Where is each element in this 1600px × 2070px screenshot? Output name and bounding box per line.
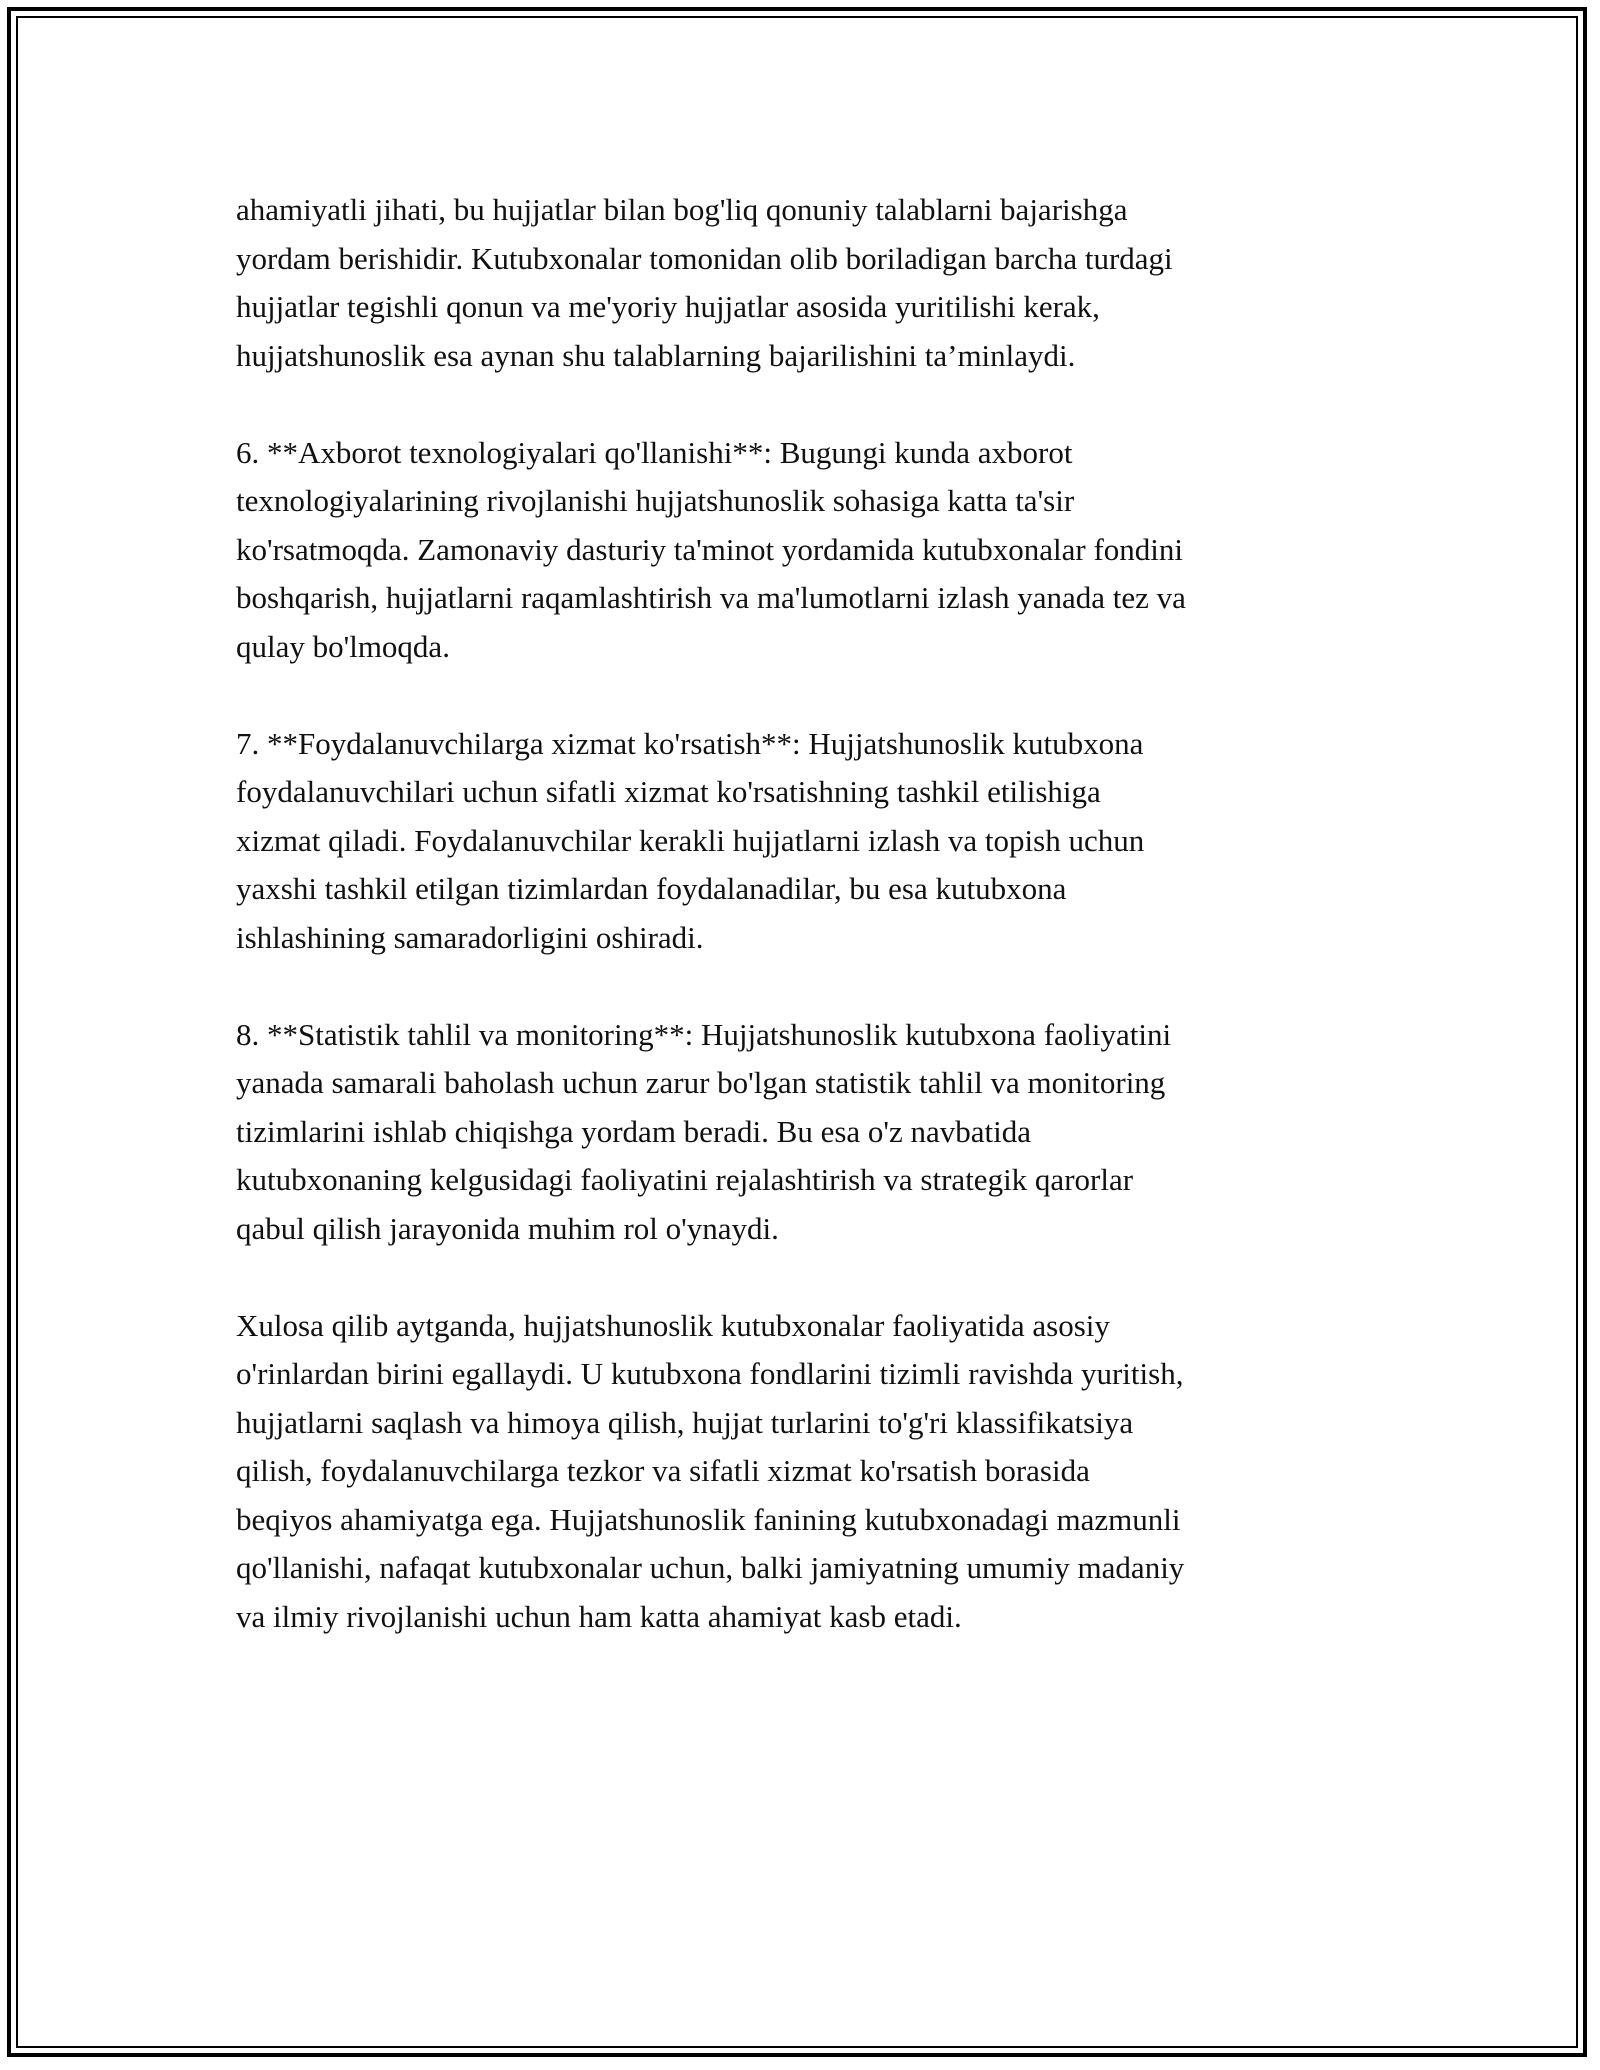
document-body [236, 186, 1366, 1690]
paragraph-item-7: 7. **Foydalanuvchilarga xizmat ko'rsatish**: Hujjatshunoslik kutubxona foydalanuvchilari uchun sifatli xizmat ko'rsatishning tashkil etilishiga xizmat qiladi. Foydalanuvchilar kerakli hujjatlarni izlash va topish uchun yaxshi tashkil etilgan tizimlardan foydalanadilar, bu esa kutubxona ishlashining samaradorligini oshiradi. [236, 725, 1145, 955]
paragraph-item-6: 6. **Axborot texnologiyalari qo'llanishi**: Bugungi kunda axborot texnologiyalarining rivojlanishi hujjatshunoslik sohasiga katta ta'sir ko'rsatmoqda. Zamonaviy dasturiy ta'minot yordamida kutubxonalar fondini boshqarish, hujjatlarni raqamlashtirish va ma'lumotlarni izlash yanada tez va qulay bo'lmoqda. [236, 434, 1186, 664]
paragraph-conclusion: Xulosa qilib aytganda, hujjatshunoslik kutubxonalar faoliyatida asosiy o'rinlardan birini egallaydi. U kutubxona fondlarini tizimli ravishda yuritish, hujjatlarni saqlash va himoya qilish, hujjat turlarini to'g'ri klassifikatsiya qilish, foydalanuvchilarga tezkor va sifatli xizmat ko'rsatish borasida beqiyos ahamiyatga ega. Hujjatshunoslik fanining kutubxonadagi mazmunli qo'llanishi, nafaqat kutubxonalar uchun, balki jamiyatning umumiy madaniy va ilmiy rivojlanishi uchun ham katta ahamiyat kasb etadi. [236, 1307, 1185, 1634]
paragraph-continuation: ahamiyatli jihati, bu hujjatlar bilan bog'liq qonuniy talablarni bajarishga yordam berishidir. Kutubxonalar tomonidan olib boriladigan barcha turdagi hujjatlar tegishli qonun va me'yoriy hujjatlar asosida yuritilishi kerak, hujjatshunoslik esa aynan shu talablarning bajarilishini ta’minlaydi. [236, 192, 1173, 373]
paragraph-item-8: 8. **Statistik tahlil va monitoring**: Hujjatshunoslik kutubxona faoliyatini yanada samarali baholash uchun zarur bo'lgan statistik tahlil va monitoring tizimlarini ishlab chiqishga yordam beradi. Bu esa o'z navbatida kutubxonaning kelgusidagi faoliyatini rejalashtirish va strategik qarorlar qabul qilish jarayonida muhim rol o'ynaydi. [236, 1016, 1172, 1246]
